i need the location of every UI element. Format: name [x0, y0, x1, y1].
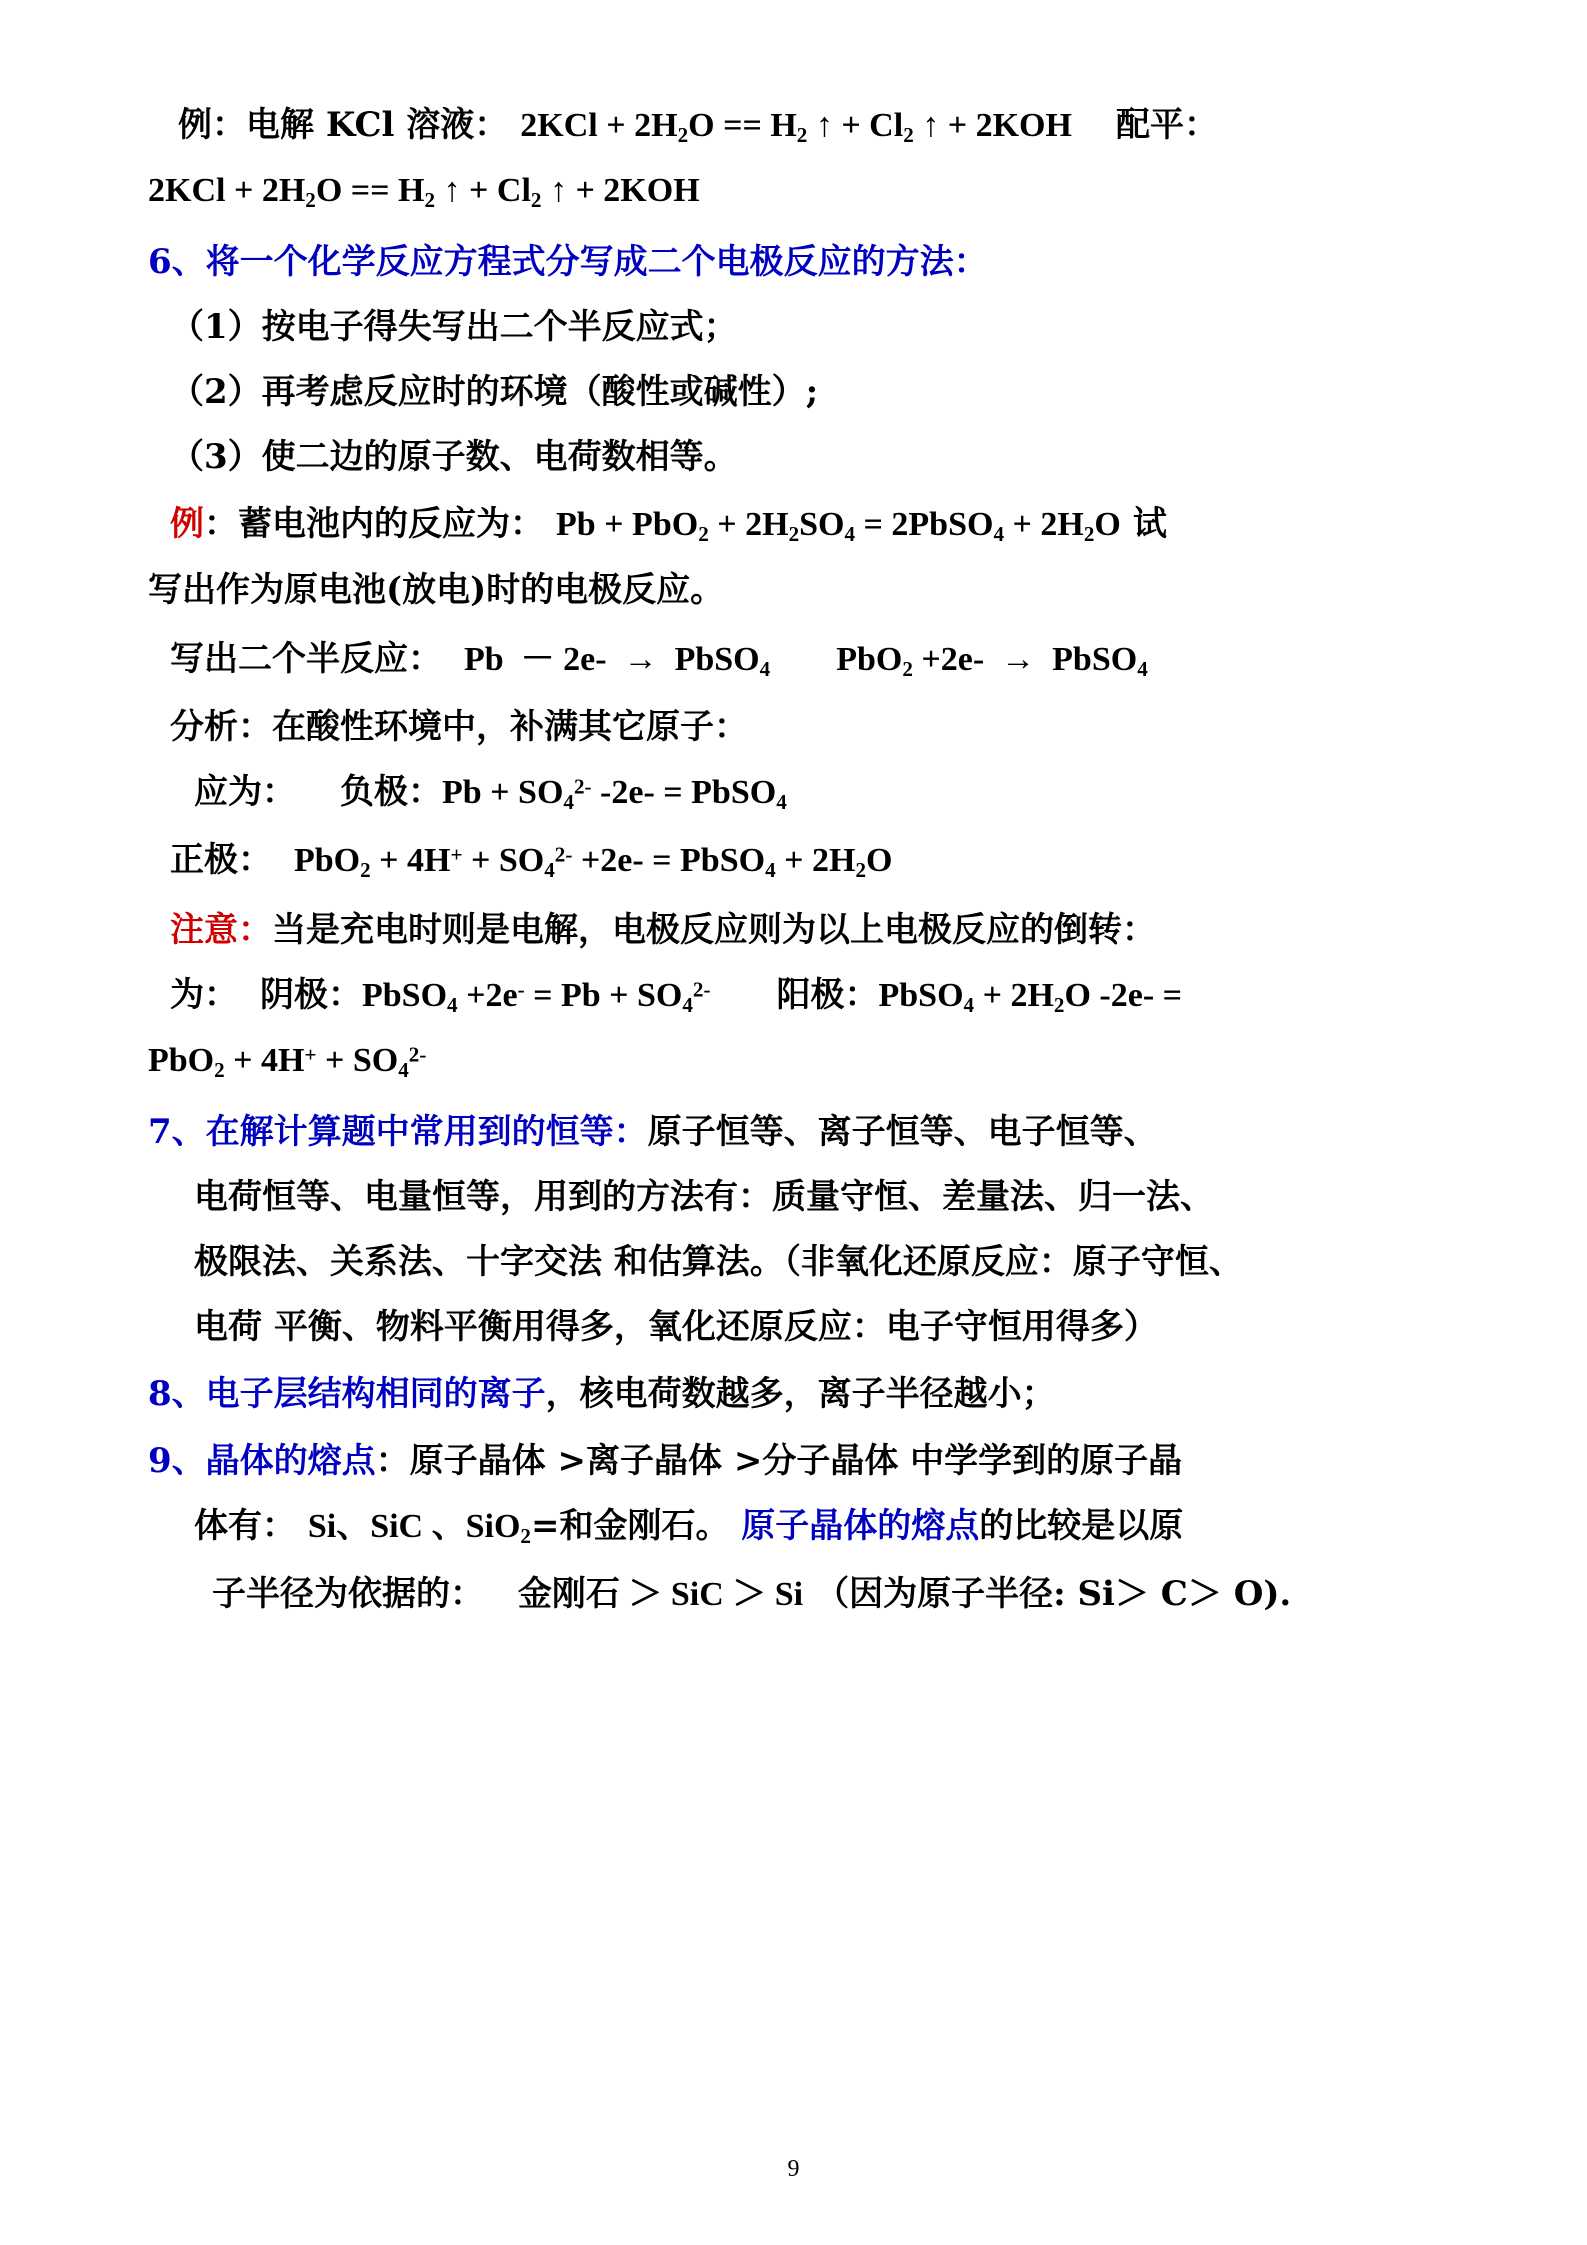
- should-be-label: 应为：: [194, 771, 296, 812]
- cathode-label: 阴极：: [260, 974, 362, 1015]
- paragraph-example-battery: [148, 503, 1495, 546]
- list-item-6-1: [148, 306, 1495, 347]
- heading-9-number: 9、: [148, 1440, 206, 1481]
- note-text: 当是充电时则是电解，电极反应则为以上电极反应的倒转：: [272, 909, 1156, 950]
- negative-electrode-label: 负极：: [340, 771, 442, 812]
- equation-positive-electrode: $PbO_2 + 4H^+ + SO_4^{2-} +2e-$ = PbSO$_4$ + $2H_2O$: [294, 841, 893, 882]
- paragraph-9-line3-prefix: 子半径为依据的：: [212, 1573, 496, 1614]
- equation-atomic-crystals: Si、SiC 、SiO$_2$: [307, 1507, 531, 1548]
- equation-cathode: PbSO$_4$ $+2e^- = Pb + SO_4^{2-}$: [362, 976, 711, 1017]
- paragraph-7-body-3-text: 极限法、关系法、十字交法 和估算法。（非氧化还原反应：原子守恒、: [194, 1241, 1243, 1282]
- heading-8-text: 电子层结构相同的离子: [205, 1373, 546, 1414]
- paragraph-negative-electrode: [148, 771, 1495, 814]
- list-item-6-3: [148, 436, 1495, 477]
- paragraph-kcl-balanced: [148, 171, 1495, 212]
- paragraph-example-kcl: [148, 105, 1495, 147]
- anode-label: 阳极：: [776, 974, 879, 1015]
- paragraph-7-body-2: [148, 1176, 1495, 1217]
- equation-anode: PbSO$_4$ + $2H_2O$ -2e- =: [878, 976, 1183, 1017]
- equation-negative-electrode: $Pb + SO_4^{2-}$ -2e- = PbSO$_4$: [442, 773, 787, 814]
- paragraph-9-line3-suffix: （因为原子半径: Si＞ C＞ O).: [815, 1573, 1292, 1614]
- paragraph-7-body-4-text: 电荷 平衡、物料平衡用得多，氧化还原反应：电子守恒用得多）: [194, 1306, 1158, 1347]
- heading-7-text: 在解计算题中常用到的恒等：: [205, 1111, 648, 1152]
- list-item-6-2: [148, 371, 1495, 412]
- paragraph-half-reactions: [148, 638, 1495, 681]
- example-colon: ：: [204, 503, 238, 544]
- heading-9: [148, 1440, 1495, 1481]
- list-item-6-1-text: （1）按电子得失写出二个半反应式；: [170, 306, 738, 347]
- list-item-6-3-text: （3）使二边的原子数、电荷数相等。: [170, 436, 738, 477]
- heading-7: [148, 1111, 1495, 1152]
- paragraph-7-body-4: [148, 1306, 1495, 1347]
- equation-kcl-2: $2KCl + 2H_2O == H_2$ ↑ + $Cl_2$ ↑ + 2KOH: [148, 171, 700, 212]
- half-reactions-label: 写出二个半反应：: [170, 638, 442, 679]
- paragraph-analysis: [148, 706, 1495, 747]
- heading-7-number: 7、: [148, 1111, 206, 1152]
- heading-9-text: 晶体的熔点: [205, 1440, 376, 1481]
- paragraph-example-battery-line2: [148, 569, 1495, 610]
- positive-electrode-label: 正极：: [170, 839, 272, 880]
- heading-7-body-1: 原子恒等、离子恒等、电子恒等、: [647, 1111, 1158, 1152]
- example-battery-line2-text: 写出作为原电池(放电)时的电极反应。: [148, 569, 725, 610]
- heading-8-number: 8、: [148, 1373, 206, 1414]
- heading-8: [148, 1373, 1495, 1414]
- paragraph-note: [148, 909, 1495, 950]
- example-kcl-prefix: 例：电解 KCl 溶液：: [178, 105, 509, 145]
- equation-battery: $Pb + PbO_2 + 2H_2SO_4$ = 2PbSO$_4$ + $2H_2O$: [556, 505, 1121, 546]
- paragraph-charging-electrodes: [148, 974, 1495, 1017]
- equation-melting-order: 金刚石 ＞ SiC ＞ Si: [517, 1575, 804, 1613]
- paragraph-7-body-2-text: 电荷恒等、电量恒等，用到的方法有：质量守恒、差量法、归一法、: [194, 1176, 1214, 1217]
- paragraph-anode-continued: [148, 1041, 1495, 1082]
- paragraph-7-body-3: [148, 1241, 1495, 1282]
- example-red-label: 例: [170, 503, 204, 544]
- heading-6: [148, 241, 1495, 282]
- example-kcl-suffix: 配平：: [1115, 105, 1218, 145]
- paragraph-9-line2-suffix: 的比较是以原: [979, 1505, 1184, 1546]
- heading-6-text: 6、将一个化学反应方程式分写成二个电极反应的方法：: [148, 241, 988, 282]
- paragraph-9-line2-blue: 原子晶体的熔点: [741, 1505, 980, 1546]
- equation-half-2: PbO$_2$ +2e- → PbSO$_4$: [836, 640, 1148, 681]
- paragraph-9-line2-mid: =和金刚石。: [530, 1505, 742, 1546]
- paragraph-9-line3: [148, 1573, 1495, 1614]
- paragraph-9-line2-prefix: 体有：: [194, 1505, 308, 1546]
- page-number: 9: [787, 2156, 800, 2182]
- example-battery-tail: 试: [1132, 503, 1167, 544]
- equation-half-1: Pb － 2e- → PbSO$_4$: [464, 640, 771, 681]
- heading-9-body: ：原子晶体 >离子晶体 >分子晶体 中学学到的原子晶: [375, 1440, 1183, 1481]
- paragraph-positive-electrode: [148, 839, 1495, 882]
- paragraph-9-line2: [148, 1505, 1495, 1548]
- heading-8-body: ，核电荷数越多，离子半径越小；: [545, 1373, 1056, 1414]
- equation-anode-continued: $PbO_2 + 4H^+ + SO_4^{2-}$: [148, 1041, 427, 1082]
- wei-label: 为：: [170, 974, 238, 1015]
- analysis-text: 分析：在酸性环境中，补满其它原子：: [170, 706, 748, 747]
- list-item-6-2-text: （2）再考虑反应时的环境（酸性或碱性）;: [170, 371, 819, 412]
- example-battery-text: 蓄电池内的反应为：: [238, 503, 544, 544]
- equation-kcl-1: $2KCl + 2H_2O == H_2$ ↑ + $Cl_2$ ↑ + 2KOH: [520, 107, 1072, 147]
- note-red-label: 注意：: [170, 909, 272, 950]
